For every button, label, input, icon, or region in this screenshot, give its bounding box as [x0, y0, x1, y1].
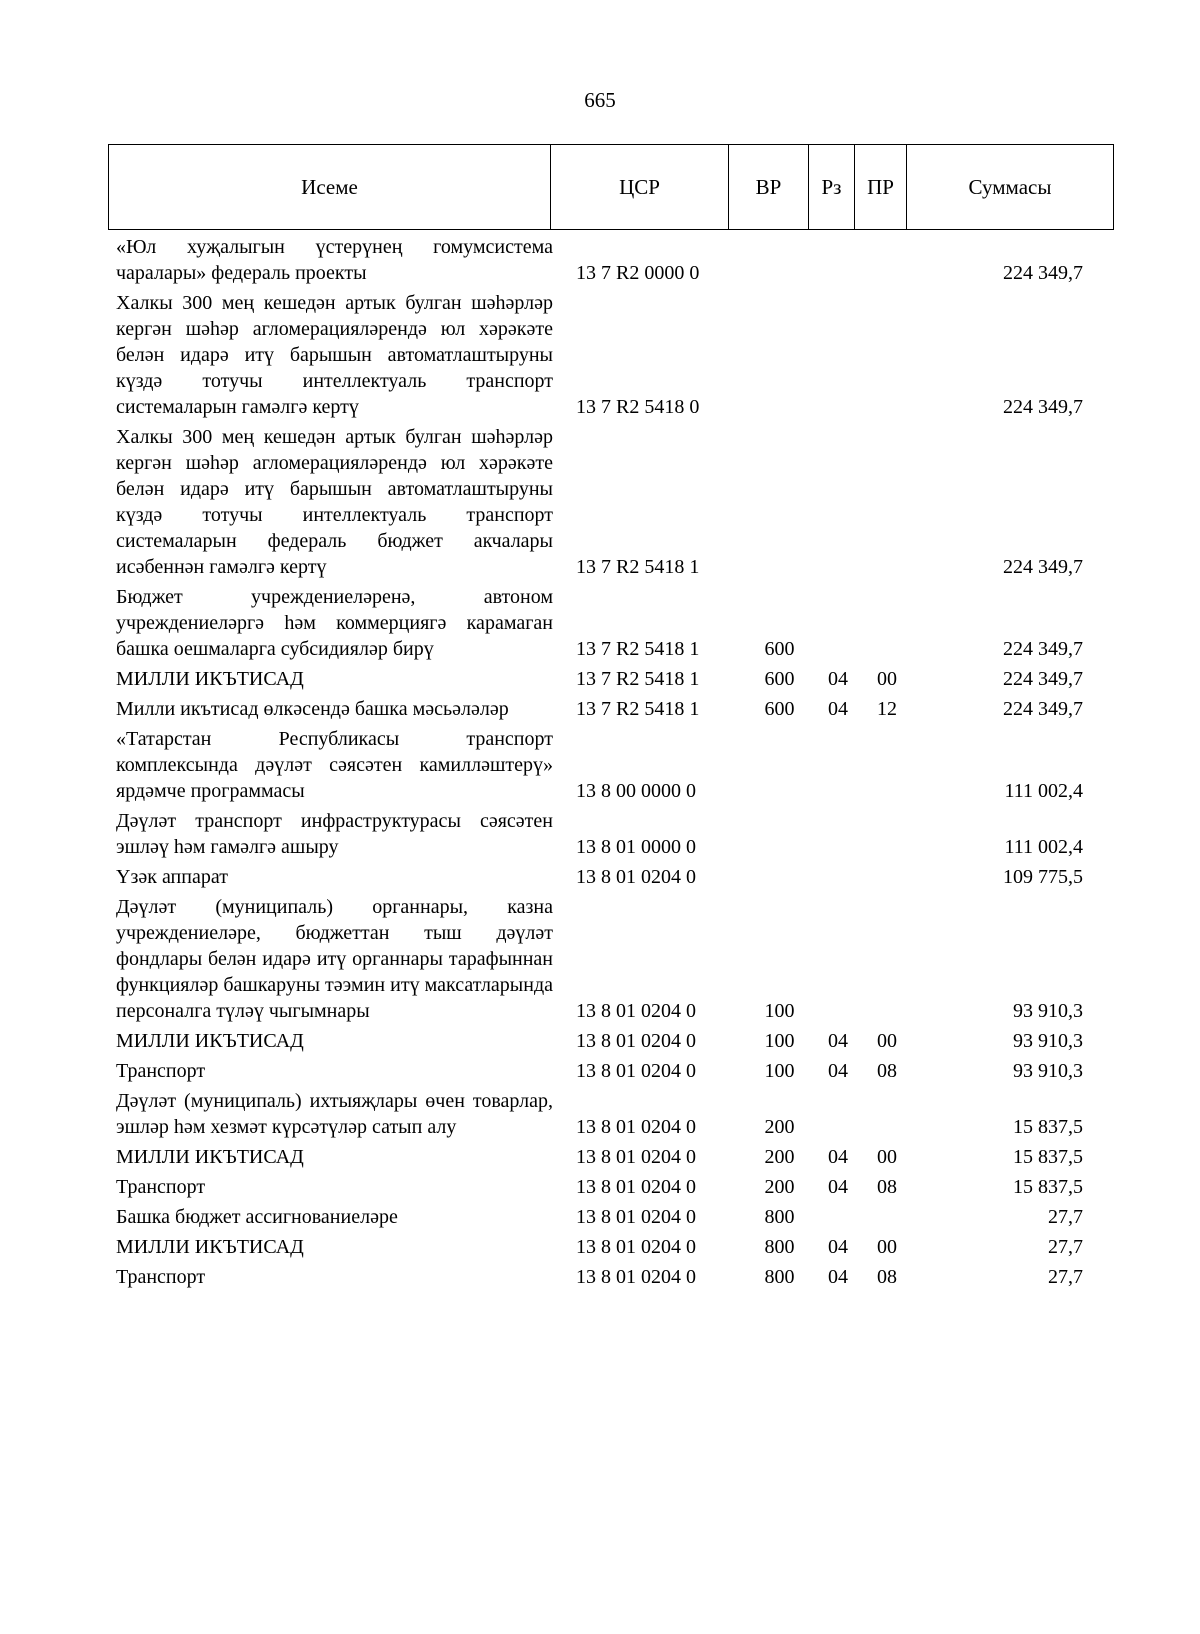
row-csr: 13 8 01 0204 0 — [576, 1236, 696, 1258]
row-sum: 224 349,7 — [1003, 638, 1083, 660]
row-rz: 04 — [828, 1236, 848, 1258]
row-pr: 00 — [877, 668, 897, 690]
row-name: «Татарстан Республикасы транспорт комплексында дәүләт сәясәтен камилләштерү» ярдәмче программасы — [116, 728, 553, 802]
table-row — [116, 1028, 1106, 1054]
row-csr: 13 7 R2 5418 1 — [576, 556, 700, 578]
row-csr: 13 7 R2 0000 0 — [576, 262, 700, 284]
header-sum: Суммасы — [907, 145, 1114, 230]
row-csr: 13 8 01 0204 0 — [576, 866, 696, 888]
page-number: 665 — [584, 88, 616, 112]
row-csr: 13 8 01 0204 0 — [576, 1000, 696, 1022]
row-csr: 13 8 01 0204 0 — [576, 1030, 696, 1052]
header-pr: ПР — [855, 145, 907, 230]
row-vr: 800 — [764, 1236, 795, 1258]
row-csr: 13 7 R2 5418 1 — [576, 698, 700, 720]
row-sum: 224 349,7 — [1003, 556, 1083, 578]
row-sum: 27,7 — [1048, 1236, 1083, 1258]
header-vr: ВР — [729, 145, 809, 230]
table-row — [116, 1058, 1106, 1084]
row-pr: 12 — [877, 698, 897, 720]
row-name: Халкы 300 мең кешедән артык булган шәһәрләр кергән шәһәр агломерацияләрендә юл хәрәкәте белән идарә итү барышын автоматлаштыруны күздә тотучы интеллектуаль транспорт системаларын гамәлгә кертү — [116, 292, 553, 418]
row-name: Транспорт — [116, 1060, 206, 1082]
row-csr: 13 8 01 0204 0 — [576, 1176, 696, 1198]
table-row — [116, 894, 1106, 1024]
row-rz: 04 — [828, 1030, 848, 1052]
row-csr: 13 8 01 0000 0 — [576, 836, 696, 858]
row-pr: 00 — [877, 1030, 897, 1052]
row-sum: 93 910,3 — [1013, 1000, 1083, 1022]
row-pr: 00 — [877, 1236, 897, 1258]
row-sum: 224 349,7 — [1003, 396, 1083, 418]
row-vr: 800 — [764, 1206, 795, 1228]
table-header — [108, 144, 1114, 230]
table-row — [116, 290, 1106, 420]
row-name: Үзәк аппарат — [116, 866, 228, 888]
table-row — [116, 1234, 1106, 1260]
table-row — [116, 1088, 1106, 1140]
row-name: Дәүләт транспорт инфраструктурасы сәясәтен эшләү һәм гамәлгә ашыру — [116, 810, 553, 858]
row-name: Дәүләт (муниципаль) органнары, казна учреждениеләре, бюджеттан тыш дәүләт фондлары белән идарә итү органнары тарафыннан функцияләр башкаруны тәэмин итү максатларында персоналга түләү чыгымнары — [116, 896, 553, 1022]
row-name: МИЛЛИ ИКЪТИСАД — [116, 1146, 304, 1168]
row-pr: 08 — [877, 1060, 897, 1082]
table-row — [116, 424, 1106, 580]
row-vr: 100 — [764, 1030, 795, 1052]
row-csr: 13 8 01 0204 0 — [576, 1116, 696, 1138]
row-sum: 224 349,7 — [1003, 262, 1083, 284]
row-pr: 08 — [877, 1176, 897, 1198]
row-csr: 13 8 01 0204 0 — [576, 1146, 696, 1168]
row-sum: 111 002,4 — [1004, 836, 1083, 858]
row-csr: 13 7 R2 5418 1 — [576, 638, 700, 660]
table-row — [116, 1264, 1106, 1290]
row-sum: 93 910,3 — [1013, 1060, 1083, 1082]
row-vr: 100 — [764, 1000, 795, 1022]
row-name: МИЛЛИ ИКЪТИСАД — [116, 1030, 304, 1052]
table-row — [116, 696, 1106, 722]
row-csr: 13 8 01 0204 0 — [576, 1266, 696, 1288]
row-name: Башка бюджет ассигнованиеләре — [116, 1206, 398, 1228]
row-sum: 27,7 — [1048, 1266, 1083, 1288]
table-row — [116, 1174, 1106, 1200]
row-csr: 13 7 R2 5418 0 — [576, 396, 700, 418]
row-vr: 600 — [764, 698, 795, 720]
table-row — [116, 584, 1106, 662]
table-row — [116, 808, 1106, 860]
row-pr: 00 — [877, 1146, 897, 1168]
row-csr: 13 8 00 0000 0 — [576, 780, 696, 802]
table-row — [116, 1204, 1106, 1230]
row-name: МИЛЛИ ИКЪТИСАД — [116, 668, 304, 690]
table-row — [116, 726, 1106, 804]
row-sum: 111 002,4 — [1004, 780, 1083, 802]
row-vr: 600 — [764, 668, 795, 690]
row-name: Бюджет учреждениеләренә, автоном учреждениеләргә һәм коммерциягә карамаган башка оешмаларга субсидияләр бирү — [116, 586, 553, 660]
row-sum: 15 837,5 — [1013, 1176, 1083, 1198]
row-vr: 200 — [764, 1146, 795, 1168]
row-vr: 800 — [764, 1266, 795, 1288]
row-rz: 04 — [828, 1146, 848, 1168]
header-name: Исеме — [109, 145, 551, 230]
row-sum: 15 837,5 — [1013, 1116, 1083, 1138]
table-row — [116, 234, 1106, 286]
row-rz: 04 — [828, 1176, 848, 1198]
row-vr: 200 — [764, 1116, 795, 1138]
row-sum: 224 349,7 — [1003, 668, 1083, 690]
row-rz: 04 — [828, 668, 848, 690]
row-vr: 200 — [764, 1176, 795, 1198]
row-rz: 04 — [828, 1266, 848, 1288]
row-sum: 93 910,3 — [1013, 1030, 1083, 1052]
row-sum: 224 349,7 — [1003, 698, 1083, 720]
row-name: Милли икътисад өлкәсендә башка мәсьәләләр — [116, 698, 509, 720]
row-name: Дәүләт (муниципаль) ихтыяҗлары өчен товарлар, эшләр һәм хезмәт күрсәтүләр сатып алу — [116, 1090, 553, 1138]
row-pr: 08 — [877, 1266, 897, 1288]
row-csr: 13 7 R2 5418 1 — [576, 668, 700, 690]
row-vr: 100 — [764, 1060, 795, 1082]
header-csr: ЦСР — [551, 145, 729, 230]
row-rz: 04 — [828, 698, 848, 720]
table-row — [116, 864, 1106, 890]
table-row — [116, 666, 1106, 692]
row-name: «Юл хуҗалыгын үстерүнең гомумсистема чаралары» федераль проекты — [116, 236, 553, 284]
table-body — [116, 234, 1106, 1290]
row-name: МИЛЛИ ИКЪТИСАД — [116, 1236, 304, 1258]
row-vr: 600 — [764, 638, 795, 660]
header-rz: Рз — [809, 145, 855, 230]
row-name: Халкы 300 мең кешедән артык булган шәһәрләр кергән шәһәр агломерацияләрендә юл хәрәкәте белән идарә итү барышын автоматлаштыруны күздә тотучы интеллектуаль транспорт системаларын федераль бюджет акчалары исәбеннән гамәлгә кертү — [116, 426, 553, 578]
row-rz: 04 — [828, 1060, 848, 1082]
table-row — [116, 1144, 1106, 1170]
row-sum: 15 837,5 — [1013, 1146, 1083, 1168]
row-csr: 13 8 01 0204 0 — [576, 1060, 696, 1082]
row-name: Транспорт — [116, 1266, 206, 1288]
row-sum: 27,7 — [1048, 1206, 1083, 1228]
row-csr: 13 8 01 0204 0 — [576, 1206, 696, 1228]
row-sum: 109 775,5 — [1003, 866, 1083, 888]
row-name: Транспорт — [116, 1176, 206, 1198]
